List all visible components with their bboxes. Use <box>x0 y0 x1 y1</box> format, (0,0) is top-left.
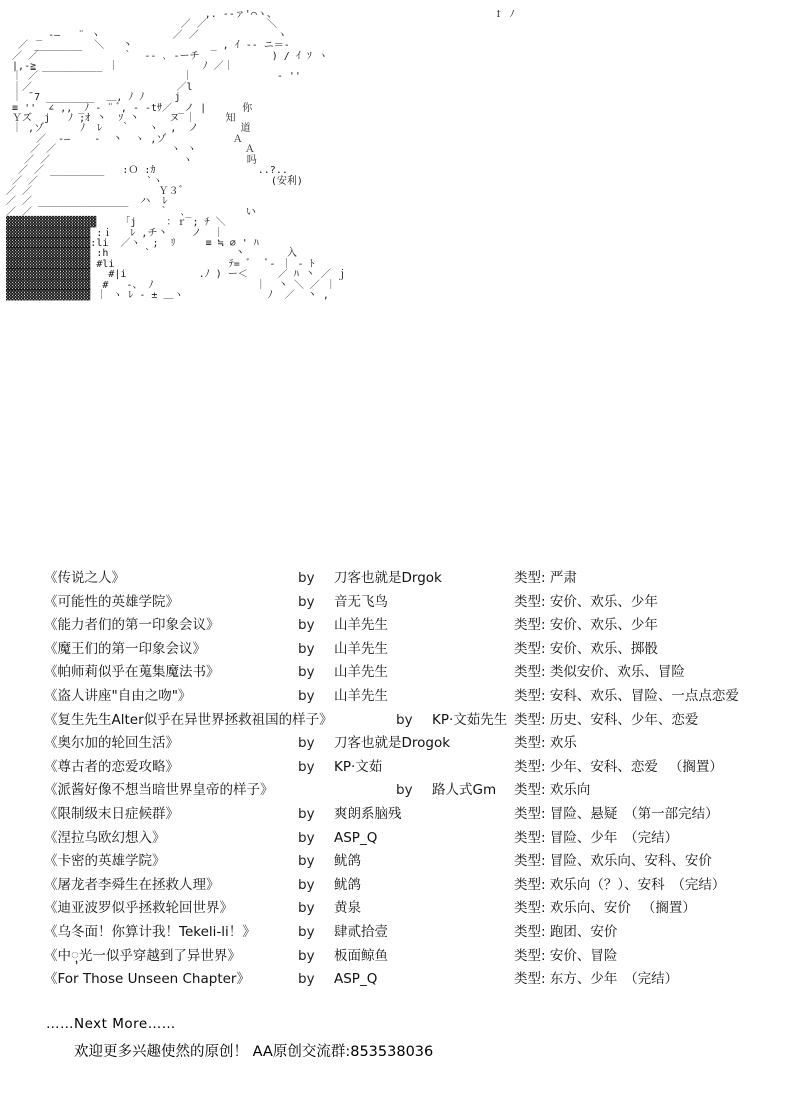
by-label: by <box>396 711 413 728</box>
work-author: 刀客也就是Drogok <box>334 735 451 752</box>
footer-note: 欢迎更多兴趣使然的原创！ AA原创交流群:853538036 <box>74 1044 434 1060</box>
work-author: 音无飞鸟 <box>334 593 388 610</box>
by-label: by <box>298 923 315 940</box>
by-label: by <box>298 687 315 704</box>
work-type: 类型: 冒险、悬疑 （第一部完结） <box>514 805 719 822</box>
work-title: 《屠龙者李舜生在拯救人理》 <box>44 876 220 893</box>
work-author: 爽朗系脑残 <box>334 805 402 822</box>
by-label: by <box>298 735 315 752</box>
work-title: 《For Those Unseen Chapter》 <box>44 971 250 988</box>
work-type: 类型: 冒险、欢乐向、安科、安价 <box>514 853 712 870</box>
list-item[interactable] <box>0 967 810 991</box>
list-item[interactable] <box>0 944 810 968</box>
list-item[interactable] <box>0 660 810 684</box>
list-item[interactable] <box>0 873 810 897</box>
by-label: by <box>298 947 315 964</box>
work-author: 路人式Gm <box>432 782 497 799</box>
by-label: by <box>298 640 315 657</box>
work-title: 《帕师莉似乎在蒐集魔法书》 <box>44 664 220 681</box>
work-type: 类型: 安价、冒险 <box>514 947 618 964</box>
list-item[interactable] <box>0 802 810 826</box>
work-type: 类型: 东方、少年 （完结） <box>514 971 679 988</box>
work-title: 《派酱好像不想当暗世界皇帝的样子》 <box>44 782 274 799</box>
list-item[interactable] <box>0 566 810 590</box>
work-type: 类型: 冒险、少年 （完结） <box>514 829 679 846</box>
work-author: 肆贰拾壹 <box>334 923 388 940</box>
work-title: 《复生先生Alter似乎在异世界拯救祖国的样子》 <box>44 711 333 728</box>
work-title: 《传说之人》 <box>44 570 125 586</box>
by-label: by <box>298 664 315 681</box>
list-item[interactable] <box>0 920 810 944</box>
work-title: 《中ុ光一似乎穿越到了异世界》 <box>44 947 241 964</box>
work-author: 板面鲸鱼 <box>334 947 388 964</box>
by-label: by <box>298 876 315 893</box>
work-title: 《魔王们的第一印象会议》 <box>44 640 206 657</box>
work-title: 《盗人讲座"自由之吻"》 <box>44 687 192 704</box>
work-list <box>0 566 810 991</box>
work-title: 《涅拉乌欧幻想入》 <box>44 829 166 846</box>
list-item[interactable] <box>0 684 810 708</box>
by-label: by <box>298 900 315 917</box>
by-label: by <box>298 829 315 846</box>
work-author: KP·文茹先生 <box>432 711 508 728</box>
work-author: 黄泉 <box>334 900 361 917</box>
work-type: 类型: 跑团、安价 <box>514 923 618 940</box>
list-item[interactable] <box>0 896 810 920</box>
work-type: 类型: 欢乐 <box>514 735 577 752</box>
list-item[interactable] <box>0 613 810 637</box>
work-type: 类型: 类似安价、欢乐、冒险 <box>514 664 685 681</box>
list-item[interactable] <box>0 849 810 873</box>
work-title: 《限制级末日症候群》 <box>44 805 179 822</box>
work-author: 山羊先生 <box>334 617 388 634</box>
by-label: by <box>298 758 315 775</box>
work-type: 类型: 安价、欢乐、少年 <box>514 617 658 634</box>
list-item[interactable] <box>0 778 810 802</box>
work-title: 《可能性的英雄学院》 <box>44 593 179 610</box>
list-item[interactable] <box>0 708 810 732</box>
work-author: ASP_Q <box>334 971 378 988</box>
by-label: by <box>298 617 315 634</box>
list-item[interactable] <box>0 755 810 779</box>
by-label: by <box>298 593 315 610</box>
next-more-label: ……Next More…… <box>46 1016 176 1032</box>
work-title: 《奥尔加的轮回生活》 <box>44 735 179 752</box>
work-author: 山羊先生 <box>334 687 388 704</box>
work-title: 《乌冬面！你算计我！Tekeli-li！》 <box>44 923 256 940</box>
work-type: 类型: 历史、安科、少年、恋爱 <box>514 711 699 728</box>
work-author: 鱿鸽 <box>334 853 361 870</box>
work-type: 类型: 欢乐向（？）、安科 （完结） <box>514 876 726 893</box>
list-item[interactable] <box>0 826 810 850</box>
work-title: 《尊古者的恋爱攻略》 <box>44 758 179 775</box>
by-label: by <box>396 782 413 799</box>
list-item[interactable] <box>0 637 810 661</box>
work-type: 类型: 欢乐向 <box>514 782 591 799</box>
work-author: 山羊先生 <box>334 664 388 681</box>
work-author: ASP_Q <box>334 829 378 846</box>
ascii-art: ,. -‐ァ'⌒ヽ、 ｆ ﾉ ／ ／ ＼ _ -― ¨ ヽ ／ ／ ヽ ／ ________ ＼ 丶 _ , ｲ -‐ ニ＝- ／ ／ ｀ ‐- ､ -ーチ ) / ｲ ｿ ヽ |,-≧ __________ ｜ ﾉ ／｜ ｜ ／ ｜ ‐ '' ｜／ ／l ｜ ¯7 ________ ＿, ﾉ ﾉ j ≡ '' ∠ ,, _ﾉ ‐ ¨ ﾞ, - ‐tｻ／ _ノ | 你 Ｙズ j ﾉ ;ｵ 丶 ｿ 丶 ヌ ｜ 知 ｜ ,ゾ ﾉ ﾚ ｀ ヽ , ノ 道 ／ -― ‐ 丶 ヽ ,ゾ Ａ ／ ／ ヽ ヽ Ａ ／ ／ ヽ 吗 ／ ／ _________ :Ｏ :ｶ ..?.. ／ ／ `ヽ (安利) ／ ／ Ｙ３゛ ／ ／ _______________ ハ ﾚ ／ ／ ｀ ､_ い ▓▓▓▓▓▓▓▓▓▓▓▓▓▓▓ 「j ：ｒ ; ﾁ ＼ ▓▓▓▓▓▓▓▓▓▓▓▓▓▓ :ｉ ﾚ ,チ丶 ノ ｜ ▓▓▓▓▓▓▓▓▓▓▓▓▓▓:li ／ヽ ; ﾘ ≡ ≒ ∅ ' ﾊ ▓▓▓▓▓▓▓▓▓▓▓▓▓▓ :h ` 丶 入 ▓▓▓▓▓▓▓▓▓▓▓▓▓▓ #li ﾃ= ゛ ﾞ‐ ｜ - ﾄ ▓▓▓▓▓▓▓▓▓▓▓▓▓▓ #|i .ﾉ ) ー＜ ／ ﾊ 丶 ／ ｊ ▓▓▓▓▓▓▓▓▓▓▓▓▓▓ # -、 ﾉ ｜ 丶 ＼ ／ ｜ ▓▓▓▓▓▓▓▓▓▓▓▓▓▓ ｜ ヽ ﾚ - ± ＿ヽ ﾉ ／ 丶 , <box>6 10 515 301</box>
work-type: 类型: 安价、欢乐、少年 <box>514 593 658 610</box>
work-type: 类型: 少年、安科、恋爱 （搁置） <box>514 758 723 775</box>
by-label: by <box>298 853 315 870</box>
work-title: 《卡密的英雄学院》 <box>44 853 166 870</box>
work-author: 刀客也就是Drgok <box>334 570 442 586</box>
work-author: 山羊先生 <box>334 640 388 657</box>
by-label: by <box>298 971 315 988</box>
work-author: KP·文茹 <box>334 758 383 775</box>
work-type: 类型: 安科、欢乐、冒险、一点点恋爱 <box>514 687 739 704</box>
by-label: by <box>298 805 315 822</box>
list-item[interactable] <box>0 731 810 755</box>
work-author: 鱿鸽 <box>334 876 361 893</box>
work-title: 《迪亚波罗似乎拯救轮回世界》 <box>44 900 233 917</box>
list-item[interactable] <box>0 590 810 614</box>
work-type: 类型: 严肃 <box>514 570 577 586</box>
work-title: 《能力者们的第一印象会议》 <box>44 617 220 634</box>
work-type: 类型: 欢乐向、安价 （搁置） <box>514 900 696 917</box>
by-label: by <box>298 570 315 586</box>
work-type: 类型: 安价、欢乐、掷骰 <box>514 640 658 657</box>
